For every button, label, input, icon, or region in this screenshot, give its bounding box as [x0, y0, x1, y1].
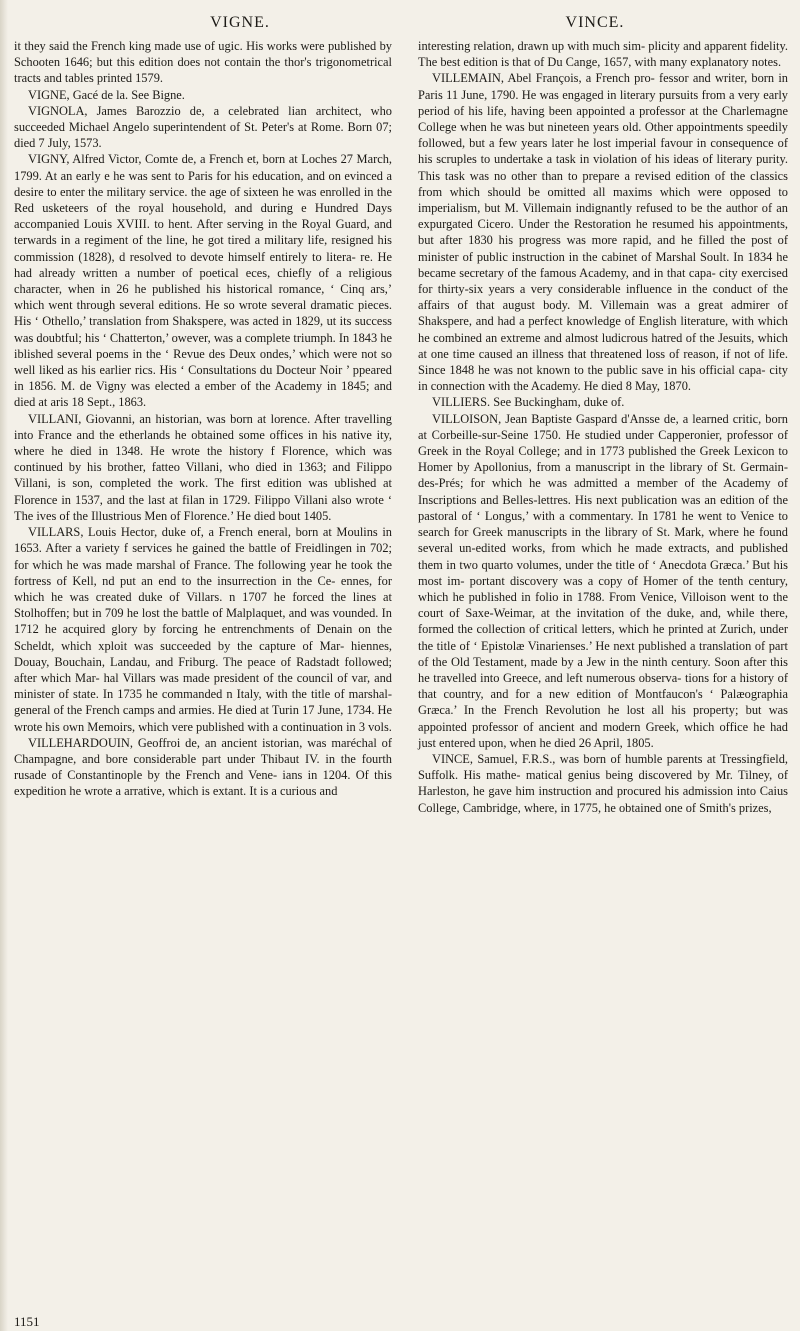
entry-paragraph: interesting relation, drawn up with much sim- plicity and apparent fidelity. The best edition is that of Du Cange, 1657, with many explanatory notes. [418, 39, 788, 70]
entry-paragraph: VILLARS, Louis Hector, duke of, a French eneral, born at Moulins in 1653. After a variety f services he gained the battle of Freidlingen in 702; for which he was made marshal of France. The following year he took the fortress of Kell, nd put an end to the insurrection in the Ce- ennes, for which he was created duke of Villars. n 1707 he forced the lines at Stolhoffen; but in 709 he lost the battle of Malplaquet, and was vounded. In 1712 he acquired glory by forcing he entrenchments of Denain on the Scheldt, which xploit was succeeded by the capture of Mar- hiennes, Douay, Bouchain, Landau, and Friburg. The peace of Radstadt followed; after which Mar- hal Villars was made president of the council of var, and minister of state. In 1735 he commanded n Italy, with the title of marshal-general of the French camps and armies. He died at Turin 17 June, 1734. He wrote his own Memoirs, which vere published with a continuation in 3 vols. [14, 525, 392, 734]
entry-paragraph: VIGNY, Alfred Victor, Comte de, a French et, born at Loches 27 March, 1799. At an early e he was sent to Paris for his education, and on evinced a desire to enter the military service. the age of sixteen he was enrolled in the Red usketeers of the royal household, and during e Hundred Days accompanied Louis XVIII. to hent. After serving in the Royal Guard, and terwards in a regiment of the line, he got tired a military life, resigned his commission (1828), d resolved to devote himself entirely to litera- re. He had already written a number of poetical eces, chiefly of a religious character, when in 26 he published his historical romance, ‘ Cinq ars,’ which went through several editions. He so wrote several dramatic pieces. His ‘ Othello,’ translation from Shakspere, was acted in 1829, ut its success was doubtful; his ‘ Chatterton,’ owever, was a complete triumph. In 1843 he iblished several poems in the ‘ Revue des Deux ondes,’ which were not so well liked as his earlier rics. His ‘ Consultations du Docteur Noir ’ ppeared in 1856. M. de Vigny was elected a ember of the Academy in 1845; and died at aris 18 Sept., 1863. [14, 152, 392, 410]
entry-paragraph: VILLEMAIN, Abel François, a French pro- fessor and writer, born in Paris 11 June, 1790. He was engaged in literary pursuits from a very early period of his life, having been appointed a professor at the Charlemagne College when he was but nineteen years old. Other appointments speedily followed, but a few years later he lost imperial favour in consequence of his scruples to undertake a task in violation of his ideas of literary purity. This task was no other than to prepare a revised edition of the classics from which should be omitted all maxims which were opposed to imperialism, but M. Villemain indignantly refused to be the author of an expurgated Cicero. Under the Restoration he resumed his appointments, but after 1830 his progress was more rapid, and he filled the post of minister of public instruction in the cabinet of Marshal Soult. In 1834 he became secretary of the famous Academy, and in that capa- city exercised for thirty-six years a very considerable influence in the conduct of the affairs of that august body. M. Villemain was a great admirer of Shakspere, and had a perfect knowledge of English literature, with which he combined an extreme and almost ludicrous hatred of the Jesuits, which at one time caused an illness that threatened loss of reason, if not of life. Since 1848 he was not known to the public save in his official capa- city in connection with the Academy. He died 8 May, 1870. [418, 71, 788, 394]
entry-paragraph: VILLEHARDOUIN, Geoffroi de, an ancient istorian, was maréchal of Champagne, and bore considerable part under Thibaut IV. in the fourth rusade of Constantinople by the French and Vene- ians in 1204. Of this expedition he wrote a arrative, which is extant. It is a curious and [14, 735, 392, 799]
entry-paragraph: VIGNE, Gacé de la. See Bigne. [28, 87, 185, 102]
entry-paragraph: it they said the French king made use of ugic. His works were published by Schooten 1646; but this edition does not contain the thor's trigonometrical tracts and tables printed 1579. [14, 39, 392, 86]
binding-shadow [0, 0, 8, 1331]
running-header-left: VIGNE. [210, 14, 270, 31]
entry-paragraph: VINCE, Samuel, F.R.S., was born of humble parents at Tressingfield, Suffolk. His mathe- matical genius being discovered by Mr. Tilney, of Harleston, he gave him instruction and procured his admission into Caius College, Cambridge, where, in 1775, he obtained one of Smith's prizes, [418, 751, 788, 815]
entry-paragraph: VILLANI, Giovanni, an historian, was born at lorence. After travelling into France and the etherlands he obtained some offices in his native ity, where he died in 1348. He wrote the history f Florence, which was continued by his brother, fatteo Villani, who died in 1363; and Filippo Villani, is son, completed the work. The first edition was ublished at Florence in 1537, and the last at filan in 1729. Filippo Villani also wrote ‘ The ives of the Illustrious Men of Florence.’ He died bout 1405. [14, 411, 392, 523]
running-header-right: VINCE. [565, 14, 625, 31]
left-column [14, 38, 392, 800]
entry-paragraph: VIGNOLA, James Barozzio de, a celebrated lian architect, who succeeded Michael Angelo superintendent of St. Peter's at Rome. Born 07; died 7 July, 1573. [14, 103, 392, 151]
entry-paragraph: VILLIERS. See Buckingham, duke of. [432, 395, 625, 410]
right-column [418, 38, 788, 816]
entry-paragraph: VILLOISON, Jean Baptiste Gaspard d'Ansse de, a learned critic, born at Corbeille-sur-Seine 1750. He studied under Capperonier, professor of Greek in the Royal College; and in 1773 published the Greek Lexicon to Homer by Apollonius, from a manuscript in the library of St. Germain-des-Prés; for which he was admitted a member of the Academy of Inscriptions and Belles-lettres. His next publication was an edition of the pastoral of ‘ Longus,’ with a commentary. In 1781 he went to Venice to search for Greek manuscripts in the library of St. Mark, where he found several un-edited works, from which he made extracts, and published them in two quarto volumes, under the title of ‘ Anecdota Græca.’ But his most im- portant discovery was a copy of Homer of the tenth century, which he published in folio in 1788. From Venice, Villoison went to the court of Saxe-Weimar, at the invitation of the duke, and, while there, formed the collection of critical letters, which he printed at Zurich, under the title of ‘ Epistolæ Vinarienses.’ He next published a translation of part of the Old Testament, made by a Jew in the ninth century. Soon after this he travelled into Greece, and left numerous observa- tions for a history of that country, and for a new edition of Montfaucon's ‘ Palæographia Græca.’ In the French Revolution he lost all his property; but was appointed professor of ancient and modern Greek, which office he had just entered upon, when he died 26 April, 1805. [418, 411, 788, 750]
page-number: 1151 [14, 1314, 40, 1329]
